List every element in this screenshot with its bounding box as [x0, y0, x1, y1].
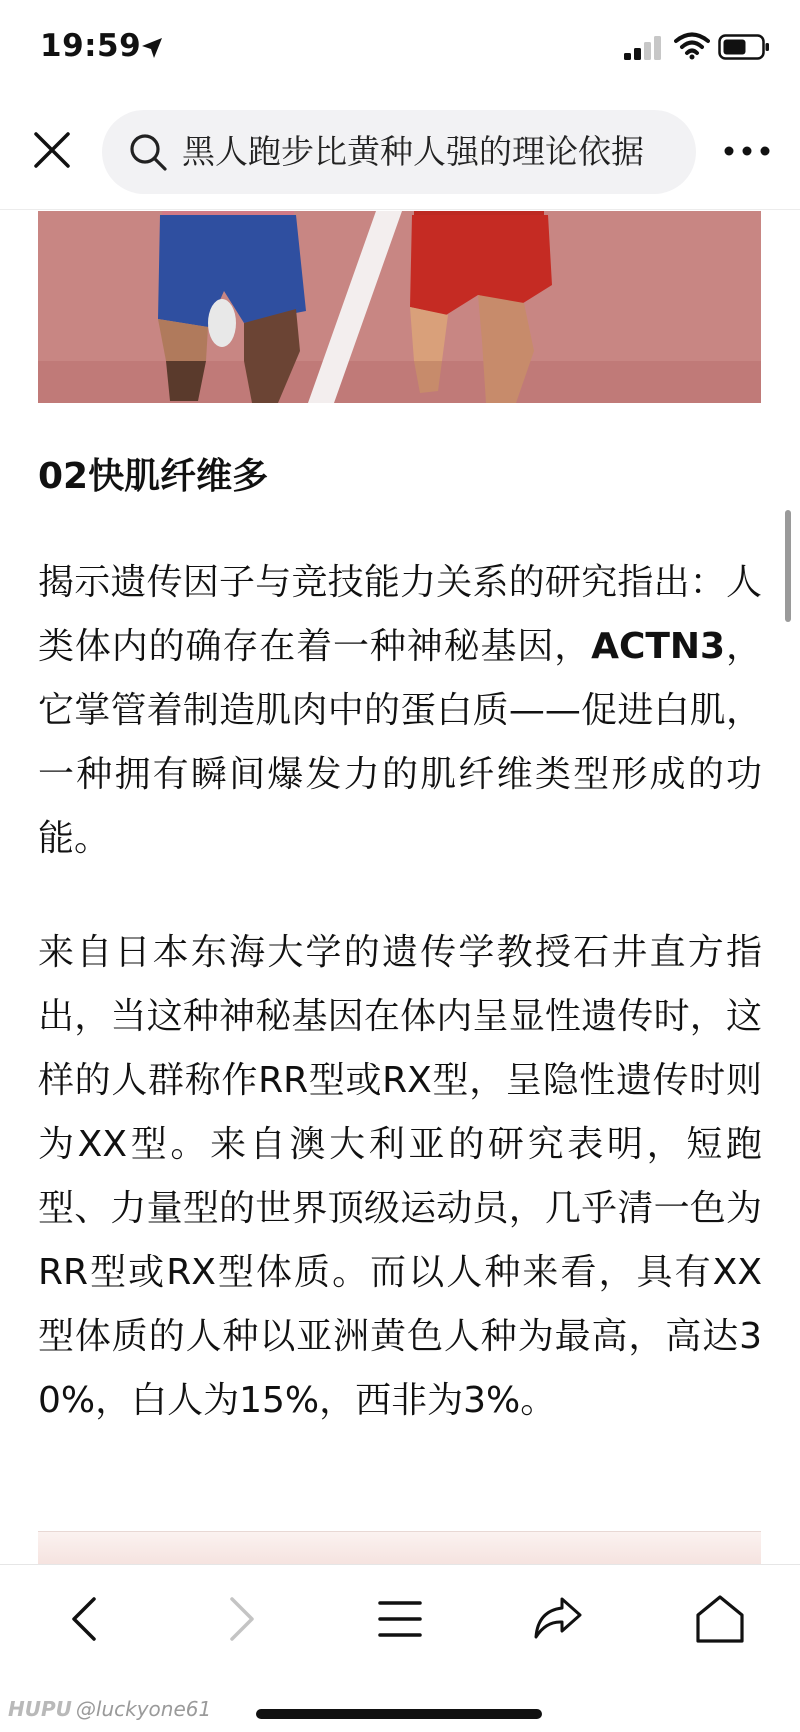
- more-icon[interactable]: [722, 144, 772, 158]
- status-time: 19:59: [40, 28, 142, 64]
- share-icon[interactable]: [532, 1593, 584, 1645]
- watermark-user: @luckyone61: [75, 1697, 212, 1721]
- paragraph-actn3: [38, 551, 762, 871]
- watermark-brand: HUPU: [8, 1697, 72, 1721]
- gene-name-bold: ACTN3: [591, 626, 726, 667]
- search-icon: [128, 132, 168, 172]
- home-icon[interactable]: [694, 1593, 746, 1645]
- forward-icon[interactable]: [214, 1593, 266, 1645]
- sprinters-photo: [38, 211, 761, 403]
- back-icon[interactable]: [60, 1593, 112, 1645]
- battery-icon: [718, 34, 770, 60]
- paragraph-text: 揭示遗传因子与竞技能力关系的研究指出：人类体内的确存在着一种神秘基因，: [38, 562, 762, 667]
- bottom-toolbar: [0, 1564, 800, 1732]
- location-arrow-icon: [140, 36, 164, 60]
- close-icon[interactable]: [30, 128, 74, 172]
- menu-icon[interactable]: [374, 1593, 426, 1645]
- search-bar[interactable]: [102, 110, 696, 194]
- article-content: [0, 211, 800, 1564]
- search-query-text: 黑人跑步比黄种人强的理论依据: [182, 132, 644, 171]
- section-heading: 02快肌纤维多: [38, 456, 269, 497]
- paragraph-text: ，它掌管着制造肌肉中的蛋白质——促进白肌，一种拥有瞬间爆发力的肌纤维类型形成的功能。: [38, 626, 762, 859]
- watermark: [8, 1697, 211, 1721]
- browser-header: [0, 100, 800, 210]
- cellular-signal-icon: [624, 36, 664, 60]
- scrollbar-thumb[interactable]: [785, 510, 791, 622]
- next-image-preview: [38, 1531, 761, 1564]
- home-indicator[interactable]: [256, 1709, 542, 1719]
- status-bar: [0, 0, 800, 100]
- paragraph-genotype: 来自日本东海大学的遗传学教授石井直方指出，当这种神秘基因在体内呈显性遗传时，这样的人群称作RR型或RX型，呈隐性遗传时则为XX型。来自澳大利亚的研究表明，短跑型、力量型的世界顶级运动员，几乎清一色为RR型或RX型体质。而以人种来看，具有XX型体质的人种以亚洲黄色人种为最高，高达30%，白人为15%，西非为3%。: [38, 932, 762, 1421]
- wifi-icon: [674, 32, 710, 60]
